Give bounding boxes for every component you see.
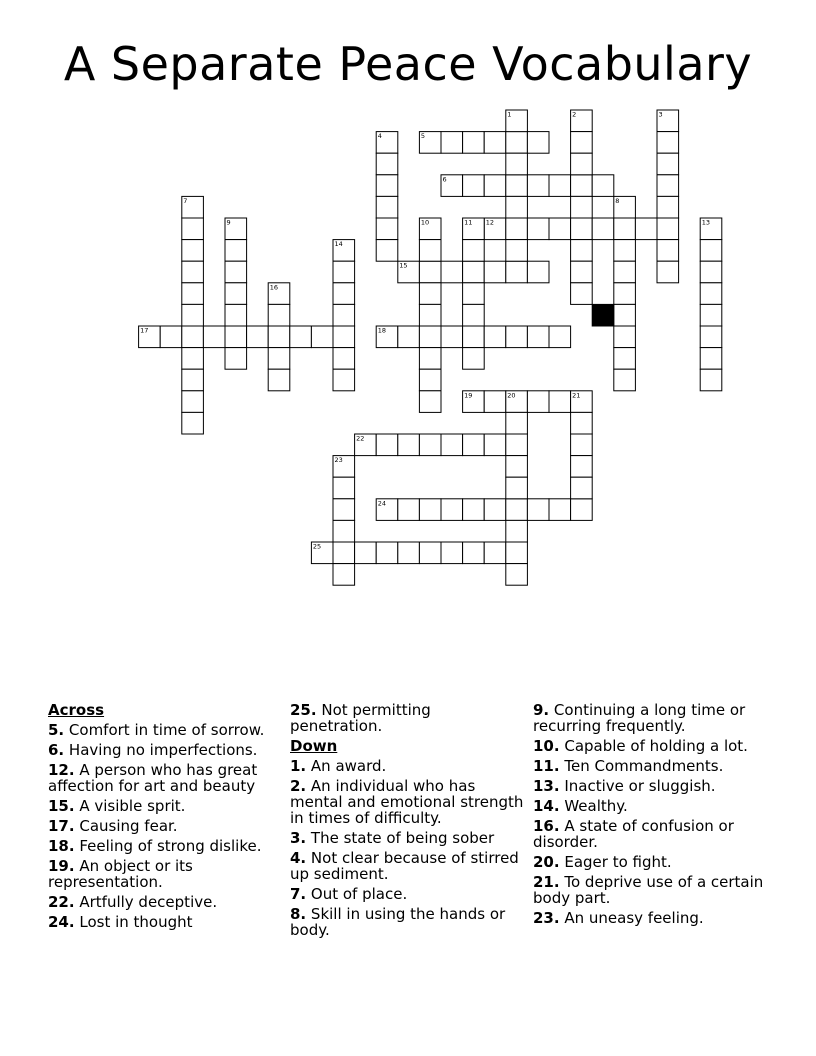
grid-cell[interactable]: [419, 391, 441, 413]
grid-cell[interactable]: [657, 218, 679, 240]
grid-cell[interactable]: [571, 499, 593, 521]
grid-cell[interactable]: [182, 261, 204, 283]
grid-cell[interactable]: [571, 196, 593, 218]
grid-cell[interactable]: [614, 369, 636, 391]
grid-cell[interactable]: [571, 218, 593, 240]
cell-number: 16: [269, 283, 278, 292]
grid-cell[interactable]: [268, 326, 290, 348]
grid-cell[interactable]: [419, 304, 441, 326]
clue-text: Wealthy.: [564, 797, 628, 815]
grid-cell[interactable]: [484, 542, 506, 564]
grid-cell[interactable]: [419, 283, 441, 305]
grid-cell[interactable]: [182, 369, 204, 391]
grid-cell[interactable]: [614, 348, 636, 370]
grid-cell[interactable]: [614, 326, 636, 348]
clue-down-3: [290, 830, 525, 846]
clue-down-8: [290, 906, 525, 938]
grid-cell[interactable]: [700, 283, 722, 305]
cell-number: 22: [356, 434, 365, 443]
grid-cell[interactable]: [657, 196, 679, 218]
grid-cell[interactable]: [441, 499, 463, 521]
grid-cell[interactable]: [463, 434, 485, 456]
grid-cell[interactable]: [700, 240, 722, 262]
grid-cell[interactable]: [376, 240, 398, 262]
grid-cell[interactable]: [592, 218, 614, 240]
grid-cell[interactable]: [484, 499, 506, 521]
grid-cell[interactable]: [571, 456, 593, 478]
grid-cell[interactable]: [419, 369, 441, 391]
grid-cell[interactable]: [225, 283, 247, 305]
clue-number: 21.: [533, 873, 560, 891]
grid-cell[interactable]: [571, 412, 593, 434]
cell-number: 9: [226, 218, 231, 227]
grid-cell[interactable]: [571, 261, 593, 283]
grid-cell[interactable]: [484, 175, 506, 197]
grid-cell[interactable]: [657, 261, 679, 283]
grid-cell[interactable]: [506, 542, 528, 564]
grid-cell[interactable]: [419, 542, 441, 564]
grid-cell[interactable]: [614, 283, 636, 305]
clue-number: 16.: [533, 817, 560, 835]
clue-text: Having no imperfections.: [68, 741, 258, 759]
grid-cell[interactable]: [571, 175, 593, 197]
cell-number: 4: [377, 132, 382, 141]
grid-cell[interactable]: [398, 326, 420, 348]
clue-across-19: [48, 858, 280, 890]
grid-cell[interactable]: [463, 499, 485, 521]
grid-cell[interactable]: [333, 326, 355, 348]
grid-cell[interactable]: [419, 434, 441, 456]
cell-number: 24: [377, 499, 386, 508]
grid-cell[interactable]: [506, 434, 528, 456]
grid-cell[interactable]: [635, 218, 657, 240]
grid-cell[interactable]: [463, 326, 485, 348]
cell-number: 17: [140, 326, 149, 335]
clue-number: 11.: [533, 757, 560, 775]
grid-cell[interactable]: [506, 132, 528, 154]
grid-cell[interactable]: [506, 261, 528, 283]
clue-number: 7.: [290, 885, 307, 903]
grid-cell[interactable]: [268, 369, 290, 391]
grid-cell[interactable]: [419, 499, 441, 521]
grid-cell[interactable]: [203, 326, 225, 348]
grid-cell[interactable]: [268, 348, 290, 370]
grid-cell[interactable]: [549, 175, 571, 197]
cell-number: 5: [420, 132, 426, 141]
clue-down-16: [533, 818, 768, 850]
grid-cell[interactable]: [463, 240, 485, 262]
grid-cell[interactable]: [419, 348, 441, 370]
grid-cell[interactable]: [527, 218, 549, 240]
clue-text: Skill in using the hands or body.: [290, 905, 506, 939]
grid-cell[interactable]: [549, 218, 571, 240]
grid-cell[interactable]: [333, 369, 355, 391]
clue-down-23: [533, 910, 768, 926]
grid-cell[interactable]: [225, 240, 247, 262]
clue-down-21: [533, 874, 768, 906]
cell-number: 1: [507, 110, 512, 119]
grid-cell[interactable]: [225, 261, 247, 283]
grid-cell[interactable]: [506, 196, 528, 218]
grid-cell[interactable]: [376, 153, 398, 175]
clue-text: Capable of holding a lot.: [564, 737, 748, 755]
across-heading: Across: [48, 701, 105, 719]
clue-text: A visible sprit.: [79, 797, 186, 815]
clue-column-2: [290, 702, 525, 942]
clue-text: Artfully deceptive.: [79, 893, 218, 911]
clue-text: The state of being sober: [310, 829, 495, 847]
grid-cell[interactable]: [571, 434, 593, 456]
grid-cell[interactable]: [506, 153, 528, 175]
grid-cell[interactable]: [182, 348, 204, 370]
cell-number: 11: [464, 218, 473, 227]
grid-cell[interactable]: [333, 283, 355, 305]
clue-number: 6.: [48, 741, 65, 759]
grid-cell[interactable]: [182, 412, 204, 434]
clue-down-4: [290, 850, 525, 882]
grid-cell[interactable]: [333, 564, 355, 586]
grid-cell[interactable]: [463, 132, 485, 154]
clue-across-5: [48, 722, 280, 738]
grid-cell[interactable]: [333, 520, 355, 542]
clue-text: Eager to fight.: [564, 853, 672, 871]
clue-column-1: [48, 702, 280, 934]
clue-down-14: [533, 798, 768, 814]
clue-number: 3.: [290, 829, 307, 847]
clue-number: 13.: [533, 777, 560, 795]
grid-cell[interactable]: [333, 499, 355, 521]
clue-number: 1.: [290, 757, 307, 775]
grid-cell[interactable]: [571, 240, 593, 262]
grid-cell[interactable]: [657, 240, 679, 262]
clue-text: An uneasy feeling.: [564, 909, 704, 927]
grid-cell[interactable]: [419, 326, 441, 348]
grid-cell[interactable]: [376, 542, 398, 564]
clue-number: 25.: [290, 701, 317, 719]
cell-number: 13: [701, 218, 710, 227]
grid-cell[interactable]: [700, 304, 722, 326]
grid-cell[interactable]: [463, 304, 485, 326]
clue-number: 10.: [533, 737, 560, 755]
grid-cell[interactable]: [571, 153, 593, 175]
clue-across-25: [290, 702, 525, 734]
clue-number: 19.: [48, 857, 75, 875]
cell-number: 15: [399, 261, 408, 270]
down-heading: Down: [290, 737, 338, 755]
grid-cell[interactable]: [376, 434, 398, 456]
grid-cell[interactable]: [333, 304, 355, 326]
grid-cell[interactable]: [700, 261, 722, 283]
grid-cell[interactable]: [506, 456, 528, 478]
clue-down-13: [533, 778, 768, 794]
black-square: [592, 304, 614, 326]
clue-text: To deprive use of a certain body part.: [533, 873, 764, 907]
clue-text: A person who has great affection for art and beauty: [48, 761, 258, 795]
clue-number: 8.: [290, 905, 307, 923]
grid-cell[interactable]: [700, 326, 722, 348]
grid-cell[interactable]: [463, 175, 485, 197]
clue-text: Not clear because of stirred up sediment.: [290, 849, 519, 883]
grid-cell[interactable]: [441, 132, 463, 154]
grid-cell[interactable]: [182, 218, 204, 240]
clue-down-7: [290, 886, 525, 902]
grid-cell[interactable]: [333, 477, 355, 499]
clue-across-24: [48, 914, 280, 930]
clue-across-15: [48, 798, 280, 814]
clue-text: Continuing a long time or recurring frequently.: [533, 701, 746, 735]
clue-number: 22.: [48, 893, 75, 911]
clue-down-11: [533, 758, 768, 774]
grid-cell[interactable]: [441, 261, 463, 283]
grid-cell[interactable]: [182, 304, 204, 326]
cell-number: 8: [615, 196, 620, 205]
cell-number: 25: [312, 542, 322, 551]
grid-cell[interactable]: [614, 218, 636, 240]
grid-cell[interactable]: [441, 326, 463, 348]
cell-number: 10: [420, 218, 430, 227]
clue-number: 5.: [48, 721, 65, 739]
grid-cell[interactable]: [506, 326, 528, 348]
clue-across-17: [48, 818, 280, 834]
grid-cell[interactable]: [463, 542, 485, 564]
grid-cell[interactable]: [571, 283, 593, 305]
clue-across-6: [48, 742, 280, 758]
grid-cell[interactable]: [484, 391, 506, 413]
grid-cell[interactable]: [549, 499, 571, 521]
clue-down-1: [290, 758, 525, 774]
cell-number: 21: [572, 391, 581, 400]
grid-cell[interactable]: [506, 175, 528, 197]
grid-cell[interactable]: [355, 542, 377, 564]
grid-cell[interactable]: [463, 348, 485, 370]
grid-cell[interactable]: [506, 218, 528, 240]
cell-number: 12: [485, 218, 494, 227]
grid-cell[interactable]: [527, 261, 549, 283]
grid-cell[interactable]: [182, 326, 204, 348]
grid-cell[interactable]: [484, 326, 506, 348]
grid-cell[interactable]: [657, 132, 679, 154]
clue-number: 9.: [533, 701, 550, 719]
clue-number: 24.: [48, 913, 75, 931]
grid-cell[interactable]: [225, 304, 247, 326]
grid-cell[interactable]: [506, 412, 528, 434]
grid-cell[interactable]: [182, 283, 204, 305]
grid-cell[interactable]: [441, 434, 463, 456]
grid-cell[interactable]: [506, 240, 528, 262]
grid-cell[interactable]: [333, 348, 355, 370]
clue-number: 20.: [533, 853, 560, 871]
grid-cell[interactable]: [333, 542, 355, 564]
grid-cell[interactable]: [376, 218, 398, 240]
grid-cell[interactable]: [160, 326, 182, 348]
cell-number: 3: [658, 110, 663, 119]
grid-cell[interactable]: [398, 542, 420, 564]
clue-text: Comfort in time of sorrow.: [68, 721, 265, 739]
grid-cell[interactable]: [463, 261, 485, 283]
clue-number: 2.: [290, 777, 307, 795]
grid-cell[interactable]: [614, 304, 636, 326]
grid-cell[interactable]: [268, 304, 290, 326]
clue-down-20: [533, 854, 768, 870]
page-title: A Separate Peace Vocabulary: [63, 37, 753, 91]
grid-cell[interactable]: [290, 326, 312, 348]
grid-cell[interactable]: [527, 499, 549, 521]
clue-down-9: [533, 702, 768, 734]
grid-cell[interactable]: [527, 391, 549, 413]
grid-cell[interactable]: [506, 564, 528, 586]
grid-cell[interactable]: [182, 240, 204, 262]
clue-text: Not permitting penetration.: [290, 701, 431, 735]
grid-cell[interactable]: [549, 326, 571, 348]
cell-number: 20: [507, 391, 516, 400]
grid-cell[interactable]: [398, 434, 420, 456]
clue-number: 14.: [533, 797, 560, 815]
clue-text: Out of place.: [310, 885, 408, 903]
clue-text: Ten Commandments.: [564, 757, 724, 775]
grid-cell[interactable]: [225, 326, 247, 348]
grid-cell[interactable]: [700, 348, 722, 370]
grid-cell[interactable]: [527, 132, 549, 154]
cell-number: 6: [442, 175, 447, 184]
cell-number: 18: [377, 326, 386, 335]
grid-cell[interactable]: [484, 132, 506, 154]
grid-cell[interactable]: [571, 132, 593, 154]
clue-number: 12.: [48, 761, 75, 779]
clue-text: Lost in thought: [79, 913, 193, 931]
clue-number: 17.: [48, 817, 75, 835]
clue-down-10: [533, 738, 768, 754]
clue-text: An object or its representation.: [48, 857, 193, 891]
grid-cell[interactable]: [527, 326, 549, 348]
grid-cell[interactable]: [419, 240, 441, 262]
clue-down-2: [290, 778, 525, 826]
grid-cell[interactable]: [506, 477, 528, 499]
clue-number: 23.: [533, 909, 560, 927]
cell-number: 14: [334, 240, 343, 249]
grid-cell[interactable]: [592, 175, 614, 197]
cell-number: 7: [183, 196, 188, 205]
clue-across-12: [48, 762, 280, 794]
clue-text: An individual who has mental and emotional strength in times of difficulty.: [290, 777, 524, 827]
grid-cell[interactable]: [463, 283, 485, 305]
clue-text: Inactive or sluggish.: [564, 777, 716, 795]
grid-cell[interactable]: [225, 348, 247, 370]
grid-cell[interactable]: [614, 240, 636, 262]
clue-text: An award.: [310, 757, 387, 775]
grid-cell[interactable]: [376, 196, 398, 218]
clue-text: Causing fear.: [79, 817, 178, 835]
grid-cell[interactable]: [484, 434, 506, 456]
grid-cell[interactable]: [527, 175, 549, 197]
cell-number: 23: [334, 456, 343, 465]
clue-number: 4.: [290, 849, 307, 867]
grid-cell[interactable]: [333, 261, 355, 283]
grid-cell[interactable]: [311, 326, 333, 348]
grid-cell[interactable]: [441, 542, 463, 564]
cell-number: 2: [572, 110, 577, 119]
grid-cell[interactable]: [398, 499, 420, 521]
clue-across-18: [48, 838, 280, 854]
grid-cell[interactable]: [247, 326, 269, 348]
grid-cell[interactable]: [614, 261, 636, 283]
grid-cell[interactable]: [419, 261, 441, 283]
cell-number: 19: [464, 391, 473, 400]
clue-text: A state of confusion or disorder.: [533, 817, 734, 851]
grid-cell[interactable]: [700, 369, 722, 391]
clue-number: 15.: [48, 797, 75, 815]
grid-cell[interactable]: [506, 520, 528, 542]
clue-number: 18.: [48, 837, 75, 855]
clue-across-22: [48, 894, 280, 910]
clue-text: Feeling of strong dislike.: [79, 837, 262, 855]
grid-cell[interactable]: [571, 477, 593, 499]
grid-cell[interactable]: [484, 261, 506, 283]
grid-cell[interactable]: [549, 391, 571, 413]
grid-cell[interactable]: [506, 499, 528, 521]
grid-cell[interactable]: [376, 175, 398, 197]
grid-cell[interactable]: [182, 391, 204, 413]
grid-cell[interactable]: [657, 153, 679, 175]
grid-cell[interactable]: [657, 175, 679, 197]
clue-column-3: [533, 702, 768, 930]
